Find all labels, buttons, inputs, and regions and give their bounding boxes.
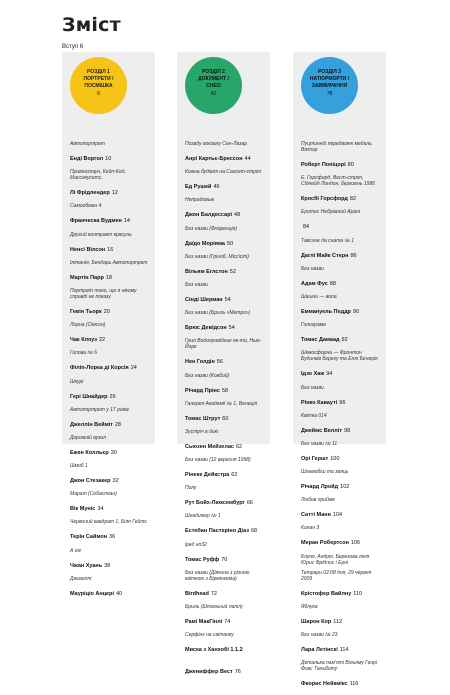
entry-title: Тетрари 02:08 дня, 29 червня 2009 [301, 569, 372, 582]
entry-author: Вільям Еглстон [185, 268, 228, 275]
entry-author: Чак Клоуз [70, 337, 97, 344]
toc-entry [185, 604, 267, 628]
toc-entry [185, 169, 267, 193]
toc-entry [185, 282, 267, 306]
toc-entry [70, 548, 152, 572]
entry-title: Шмоб 1 [70, 463, 88, 470]
entry-author: Річард Лройд [301, 484, 339, 491]
entry-author: Сінді Шерман [185, 296, 223, 303]
toc-entry [301, 469, 383, 493]
entry-author: Роберт Попіцорі [301, 162, 346, 168]
entry-author: Рінеке Дейкстра [185, 472, 230, 479]
toc-entry [70, 169, 152, 199]
entry-title: Клуня, Андрія, Березова лінія Юрис Фрідпис і Ерні [301, 553, 370, 566]
entry-author: Томас Руфф [185, 556, 220, 563]
entry-title: Кожна будівля на Сансет-стріт [185, 169, 262, 176]
entry-page: 110 [353, 590, 363, 597]
toc-entry [185, 429, 267, 453]
entry-title: Без назви (12 вересня 1998) [185, 457, 251, 464]
toc-entry [301, 441, 383, 465]
entry-title: Деталька пам'яті Вільяму Генрі Фокс Тальботу [301, 660, 378, 673]
intro-label: Вступ [62, 44, 79, 50]
entry-title: Шкурі [70, 378, 84, 385]
section-page: 8 [97, 91, 100, 97]
entry-title: Провінстаун, Кейп-Код, Массачусетс, [70, 169, 126, 182]
entry-author: Гері Шнайдер [70, 393, 108, 400]
entry-author: Фкорис Нейкмікс [301, 681, 348, 688]
entry-title: Любов прийме [301, 497, 336, 504]
entry-title: Без назви (Дівчина з різною квіткою з Бірмінгема) [185, 569, 250, 582]
entry-list [185, 141, 267, 683]
entry-title: Ілітанія, Бендарь Автопортрет [70, 259, 148, 266]
entry-author: Ненсі Вілсон [70, 246, 106, 253]
section-heading: РОЗДІЛ 3 [318, 69, 341, 75]
entry-page: 92 [341, 337, 348, 344]
section-subtitle: ПОРТРЕТИ / ПОСМІШКА [83, 76, 114, 89]
intro-page: 6 [79, 44, 84, 50]
entry-author: Джеймс Велліт [301, 427, 343, 434]
toc-entry [185, 660, 267, 678]
toc-entry [301, 413, 383, 437]
entry-page: 88 [329, 280, 336, 287]
entry-title: Серфінг на світанку [185, 632, 234, 639]
toc-entry [70, 322, 152, 346]
entry-title: Голограме [301, 322, 326, 329]
entry-author: Даїдо Моріяма [185, 240, 225, 247]
entry-page: 66 [246, 500, 253, 507]
toc-entry [301, 660, 383, 690]
entry-author: Шарон Кор [301, 619, 332, 625]
entry-author: Філіп-Лорка ді Корсія [70, 365, 129, 372]
entry-title: Голова № 6 [70, 350, 97, 357]
entry-title: Без назви [301, 384, 324, 391]
toc-entry [185, 485, 267, 509]
entry-page: 62 [235, 443, 243, 450]
entry-page: 86 [350, 252, 357, 259]
entry-page: 114 [339, 647, 349, 654]
entry-page: 68 [250, 528, 258, 535]
toc-entry [185, 632, 267, 656]
entry-author: Томас Дамаад [301, 337, 340, 344]
entry-title: Пуцтинній передвояні медаль Віктор [301, 141, 372, 153]
entry-page: 76 [234, 669, 241, 676]
entry-page: 62 [231, 472, 238, 479]
entry-page: 80 [347, 162, 354, 168]
toc-entry [70, 232, 152, 256]
entry-title: Лорна (Сімсон) [70, 322, 106, 329]
entry-page: 74 [224, 619, 231, 625]
toc-entry [185, 141, 267, 165]
toc-entry [70, 141, 152, 165]
toc-entry [70, 491, 152, 515]
toc-entry [301, 322, 383, 346]
entry-page: 18 [105, 274, 112, 281]
section-badge [185, 57, 242, 114]
entry-author: Рут Бойх-Люксембург [185, 500, 245, 507]
section-subtitle: НАТЮРМОРТИ / ЗАВМИРАННЯ [309, 76, 350, 89]
toc-entry [301, 350, 383, 380]
entry-page: 100 [330, 455, 340, 462]
entry-title: Без назви [185, 281, 208, 288]
toc-entry [185, 338, 267, 368]
entry-author: Орі Гершт [301, 455, 329, 462]
toc-entry [301, 238, 383, 262]
entry-title: Еротес Небувалий Арані [301, 209, 361, 216]
toc-entry [70, 407, 152, 431]
section-column-3 [293, 52, 386, 688]
toc-entry [301, 141, 383, 171]
entry-page: 90 [352, 308, 360, 315]
entry-author: Сатті Манн [301, 512, 331, 519]
entry-title: Таксине да сната № 1 [301, 237, 355, 244]
entry-title: Самообман 4 [70, 203, 102, 210]
toc-entry [185, 513, 267, 537]
entry-author: Адам Фус [301, 280, 328, 287]
entry-title: Автопортрет у 17 років [70, 406, 129, 413]
entry-title: Портрет того, що я нікому справді не показу [70, 287, 137, 300]
entry-author: Чжан Хуань [70, 562, 103, 569]
entry-author: Естебан Пастеріно Діаз [185, 528, 249, 535]
entry-title: Е. Горсфорд, Вест-стріт, Сіднейд Лондон, березень 1986 [301, 175, 376, 188]
toc-entry [185, 226, 267, 250]
section-heading: РОЗДІЛ 2 [202, 69, 225, 75]
entry-page: 60 [222, 415, 229, 422]
entry-title: Шнадижер № 1 [185, 513, 221, 520]
entry-title: Без назви (Бриль «Метро») [185, 310, 251, 317]
section-column-1 [62, 52, 155, 597]
entry-page: 32 [112, 478, 119, 485]
toc-entry [301, 497, 383, 521]
entry-page: 106 [350, 540, 361, 547]
entry-title: Без назви (Ковбой) [185, 372, 230, 379]
entry-page: 54 [224, 296, 231, 303]
entry-page: 98 [344, 427, 351, 434]
entry-page: 38 [104, 562, 111, 569]
entry-author: Мартін Парр [70, 274, 104, 281]
entry-author: Сьюзен Мейзелас [185, 443, 234, 450]
toc-entry [185, 197, 267, 221]
entry-title: Другий контракт красунь [70, 231, 132, 238]
entry-page: 50 [227, 240, 234, 247]
toc-entry [301, 554, 383, 566]
toc-entry [301, 604, 383, 628]
toc-entry [301, 385, 383, 409]
entry-page: 14 [123, 218, 130, 225]
entry-title: Марат (Себастіан) [70, 491, 117, 498]
entry-author: Мауріціо Анцері [70, 590, 114, 597]
entry-title: Автопортрет [70, 141, 105, 147]
entry-page: 72 [210, 590, 217, 597]
entry-page: 20 [103, 308, 110, 315]
entry-page: 58 [221, 387, 229, 394]
entry-title: Без назви (Гріноб, Міссісіпі) [185, 253, 249, 260]
page-title: Зміст [62, 14, 121, 36]
entry-page: 96 [339, 399, 346, 406]
entry-author: Гевін Тьорк [70, 308, 102, 315]
entry-author: Миска з Ханхобі 1.1.2 [185, 647, 243, 654]
entry-author: Лара Летінскі [301, 647, 338, 654]
toc-entry [185, 570, 267, 600]
entry-page: 84 [303, 224, 310, 231]
entry-page: 112 [333, 619, 343, 625]
entry-page: 116 [349, 681, 359, 688]
entry-title: Зустріч в дикі [185, 428, 219, 435]
entry-page: 26 [109, 393, 116, 400]
entry-author: Кросбі Горсфорд [301, 196, 348, 203]
entry-title: Квітка 014 [301, 412, 327, 419]
toc-entry [185, 457, 267, 481]
entry-author: Брюс Девідсон [185, 325, 227, 332]
entry-title: Червоний квадрат 1, Біля Гейтс [70, 519, 147, 526]
toc-entry [70, 519, 152, 543]
entry-title: Джозеппі [70, 575, 92, 582]
entry-page: 52 [229, 268, 236, 275]
section-badge [70, 57, 127, 114]
section-badge [301, 57, 358, 114]
entry-author: Ідзо Хаж [301, 371, 325, 378]
entry-author: Рамі МакГінлі [185, 619, 223, 625]
entry-author: Лі Фрідлендер [70, 190, 110, 197]
entry-author: Ежен Колльєр [70, 449, 109, 456]
entry-title: Колан 3 [301, 525, 320, 532]
entry-author: Меран Робертсон [301, 540, 349, 547]
entry-page: 46 [213, 184, 220, 191]
entry-page: 24 [130, 365, 137, 372]
toc-entry [301, 175, 383, 205]
toc-entry [185, 310, 267, 334]
toc-entry [70, 463, 152, 487]
entry-author: Енді Воргол [70, 156, 104, 162]
entry-author: Томас Штрут [185, 415, 221, 422]
entry-author: Нен Голдін [185, 359, 215, 366]
toc-entry [301, 570, 383, 600]
entry-title: Шашни — вола [301, 293, 337, 300]
entry-author: Джон Балдессарі [185, 212, 233, 219]
entry-author: Крістофер Вайлну [301, 590, 352, 597]
entry-author: Річард Прінс [185, 387, 220, 394]
entry-title: Дорожній вузол [70, 434, 106, 441]
entry-author: Даглі Майк Стерн [301, 252, 349, 259]
entry-author: Вік Муніс [70, 506, 96, 513]
toc-entry [70, 350, 152, 374]
entry-title: Галерея Академії № 1, Венеція [185, 400, 258, 407]
entry-page: 82 [349, 196, 357, 203]
entry-title: Грил Водопровідник як-то, Нью-Йорк [185, 338, 262, 351]
entry-list [301, 141, 383, 695]
entry-page: 48 [234, 212, 241, 219]
entry-author: Терін Саймон [70, 534, 108, 541]
entry-author: Рінко Кавауті [301, 399, 338, 406]
entry-title: іред нп32 [185, 541, 207, 548]
entry-title: Полу [185, 485, 197, 492]
entry-page: 94 [326, 371, 333, 378]
section-heading: РОЗДІЛ 1 [87, 69, 110, 75]
entry-author: Джон Стезакер [70, 478, 111, 485]
entry-page: 40 [116, 590, 123, 597]
entry-title: Позаду вокзалу Сен-Лазар [185, 141, 248, 147]
entry-page: 30 [110, 449, 117, 456]
toc-entry [70, 203, 152, 227]
entry-page: 22 [99, 337, 106, 344]
entry-title: Шкмосфорна — Фронтон Будинків берегу та Еллі Бенерія [301, 350, 378, 363]
toc-entry [70, 260, 152, 284]
entry-page: 54 [228, 325, 235, 332]
toc-entry [70, 288, 152, 318]
section-page: 42 [210, 91, 217, 97]
entry-author: Джеллін Вейміт [70, 421, 113, 428]
toc-entry [301, 525, 383, 549]
entry-title: Без назви № 23 [301, 632, 338, 639]
entry-page: 34 [97, 506, 104, 513]
toc-entry [185, 373, 267, 397]
section-column-2 [177, 52, 270, 676]
entry-author: Еммануель Педдр [301, 308, 351, 315]
entry-author: Джениффер Вест [185, 669, 233, 676]
toc-entry [185, 401, 267, 425]
toc-entry [185, 254, 267, 278]
entry-page: 36 [109, 534, 116, 541]
entry-page: 12 [111, 190, 118, 197]
entry-title: Бриль (Штельний папіл) [185, 604, 243, 610]
toc-entry [185, 542, 267, 566]
toc-entry [301, 209, 383, 233]
entry-title: Без назви № 11 [301, 440, 338, 447]
entry-author: Ед Рушей [185, 184, 212, 191]
section-page: 78 [326, 91, 333, 97]
entry-page: 104 [332, 512, 343, 519]
entry-author: Франческа Вудмен [70, 218, 122, 225]
entry-title: Без назви [301, 265, 324, 272]
entry-page: 28 [114, 421, 121, 428]
toc-entry [301, 632, 383, 656]
entry-page: 70 [221, 556, 228, 563]
entry-page: 16 [107, 246, 114, 253]
toc-entry [70, 435, 152, 459]
section-subtitle: ДОКУМЕНТ / СНЕО [198, 76, 229, 89]
entry-page: 10 [105, 156, 112, 162]
entry-page: 102 [340, 484, 350, 491]
entry-title: А ілг [70, 547, 82, 554]
toc-entry [70, 576, 152, 600]
entry-page: 44 [244, 156, 251, 162]
entry-title: Без назви (Флоренція) [185, 225, 237, 232]
toc-entry [70, 379, 152, 403]
entry-list [70, 141, 152, 604]
entry-title: Непрадивые [185, 197, 215, 204]
toc-entry [301, 266, 383, 290]
intro-line [62, 44, 83, 50]
entry-page: 56 [216, 359, 223, 366]
toc-entry [301, 294, 383, 318]
entry-title: Шламобіш та заяць [301, 469, 349, 476]
entry-author: Birdhead [185, 590, 209, 597]
entry-title: Яблука [301, 604, 318, 610]
entry-author: Анрі Картьє-Брессон [185, 156, 243, 162]
